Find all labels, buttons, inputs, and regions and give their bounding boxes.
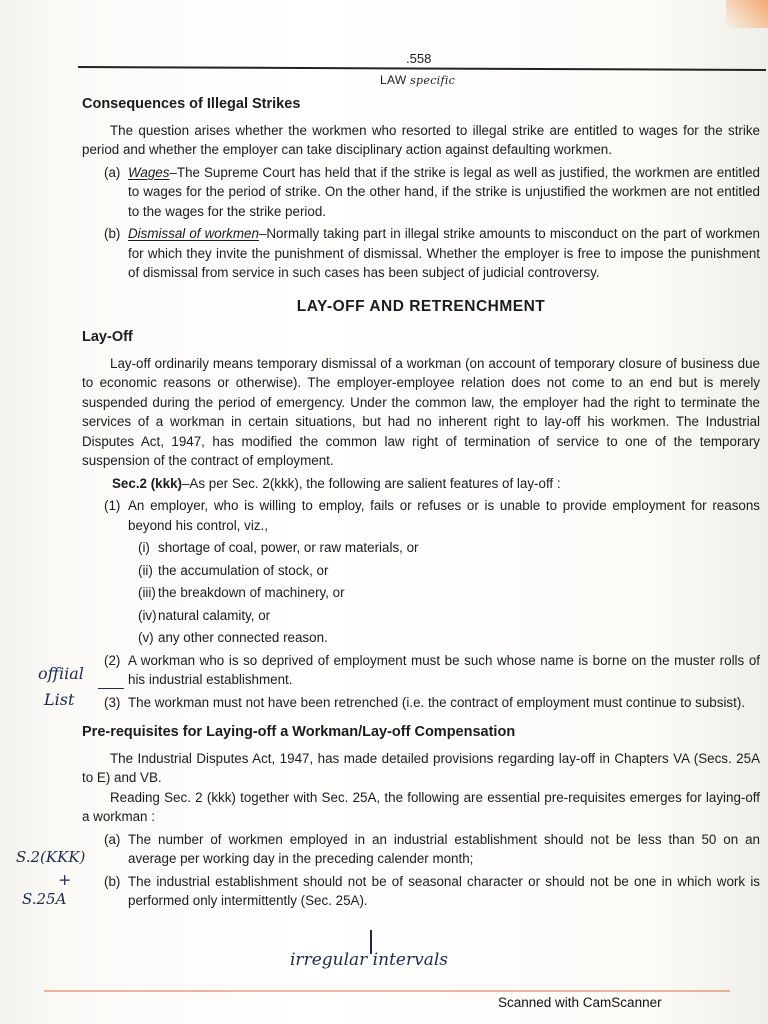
running-head (380, 73, 455, 87)
bottom-rule (44, 990, 730, 992)
list-item-wages (82, 163, 760, 222)
sub-marker: (iv) (138, 607, 157, 623)
list-item-3 (82, 693, 760, 713)
item-marker: (2) (104, 652, 121, 668)
item-text: –The Supreme Court has held that if the strike is legal as well as justified, the workmen are entitled to wages for the period of strike. On the other hand, if the strike is unjustified the workmen are not entitled to the wages for the strike period. (128, 164, 760, 219)
sec-label: Sec.2 (kkk) (112, 475, 182, 491)
paragraph-prereq-1: The Industrial Disputes Act, 1947, has made detailed provisions regarding lay-off in Chapters VA (Secs. 25A to E) and VB. (82, 750, 760, 785)
paragraph-layoff-definition: Lay-off ordinarily means temporary dismissal of a workman (on account of temporary closure of business due to economic reasons or otherwise). The employer-employee relation does not come to an end but is merely suspended during the period of emergency. Under the common law, the employer had the right to terminate the services of a workman in certain situations, but had no inherent right to lay-off his workmen. The Industrial Disputes Act, 1947, has modified the common law right of termination of service to one of the temporary suspension of the contract of employment. (82, 355, 760, 468)
sub-marker: (iii) (138, 585, 156, 600)
list-item-1 (82, 496, 760, 535)
sub-item-ii (82, 561, 760, 581)
list-item-b (82, 872, 760, 911)
item-text: An employer, who is willing to employ, fails or refuses or is unable to provide employment for reasons beyond his control, viz., (128, 498, 760, 533)
section-heading-illegal-strikes: Consequences of Illegal Strikes (82, 96, 301, 112)
paragraph-strike-intro: The question arises whether the workmen who resorted to illegal strike are entitled to wages for the strike period and whether the employer can take disciplinary action against defaulting workmen. (82, 122, 760, 157)
item-marker: (a) (104, 831, 121, 847)
sub-marker: (ii) (138, 562, 153, 578)
handwritten-margin-ref-s2kkk: S.2(KKK) (16, 848, 86, 866)
item-term: Wages (128, 164, 170, 180)
list-item-a (82, 830, 760, 869)
section-heading-prerequisites: Pre-requisites for Laying-off a Workman/Lay-off Compensation (82, 724, 516, 740)
handwritten-note-irregular-intervals: irregular intervals (290, 950, 448, 970)
page-corner-shadow (726, 0, 768, 28)
sub-item-v (82, 628, 760, 648)
chapter-heading-layoff: LAY-OFF AND RETRENCHMENT (296, 297, 546, 315)
item-marker: (b) (104, 226, 121, 241)
item-marker: (3) (104, 694, 121, 710)
handwritten-arrow (98, 688, 124, 689)
sub-marker: (i) (138, 540, 150, 555)
running-head-handwritten: specific (410, 74, 456, 87)
sub-text: the accumulation of stock, or (158, 562, 329, 578)
item-text: A workman who is so deprived of employment must be such whose name is borne on the muster rolls of his industrial establishment. (128, 652, 760, 687)
subheading-layoff: Lay-Off (82, 329, 133, 345)
item-text: –Normally taking part in illegal strike amounts to misconduct on the part of workmen for which they invite the punishment of dismissal. Whether the employer is free to impose the punishment of dismissal from service in such cases has been subject of judicial controversy. (128, 226, 761, 280)
handwritten-margin-note-official: offiial (38, 664, 84, 683)
sub-item-iv (82, 606, 760, 626)
item-marker: (1) (104, 498, 121, 513)
paragraph-prereq-2: Reading Sec. 2 (kkk) together with Sec. 25A, the following are essential pre-requisites emerges for laying-off a workman : (82, 789, 760, 824)
page-content (82, 95, 760, 914)
item-text: The industrial establishment should not be of seasonal character or should not be one in which work is performed only intermittently (Sec. 25A). (128, 873, 760, 908)
camscanner-watermark: Scanned with CamScanner (498, 995, 662, 1010)
item-text: The workman must not have been retrenched (i.e. the contract of employment must continue to subsist). (128, 694, 746, 710)
sub-item-iii (82, 583, 760, 603)
running-head-print: LAW (380, 73, 407, 87)
page-number: .558 (406, 51, 432, 66)
list-item-2 (82, 651, 760, 690)
sec-text: –As per Sec. 2(kkk), the following are salient features of lay-off : (181, 475, 561, 491)
item-marker: (a) (104, 164, 121, 180)
item-marker: (b) (104, 873, 121, 889)
list-item-dismissal (82, 224, 760, 283)
sub-text: shortage of coal, power, or raw materials, or (158, 540, 419, 555)
item-text: The number of workmen employed in an industrial establishment should not be less than 50 on an average per working day in the preceding calender month; (128, 831, 760, 866)
item-term: Dismissal of workmen (128, 226, 259, 241)
handwritten-margin-plus: + (58, 870, 72, 889)
sub-text: any other connected reason. (158, 630, 328, 645)
sub-text: the breakdown of machinery, or (158, 585, 345, 600)
handwritten-margin-ref-s25a: S.25A (22, 890, 67, 908)
sub-item-i (82, 538, 760, 558)
sec-2kkk-line (82, 474, 760, 494)
sub-text: natural calamity, or (158, 607, 271, 623)
handwritten-margin-note-list: List (44, 690, 75, 709)
sub-marker: (v) (138, 630, 154, 645)
